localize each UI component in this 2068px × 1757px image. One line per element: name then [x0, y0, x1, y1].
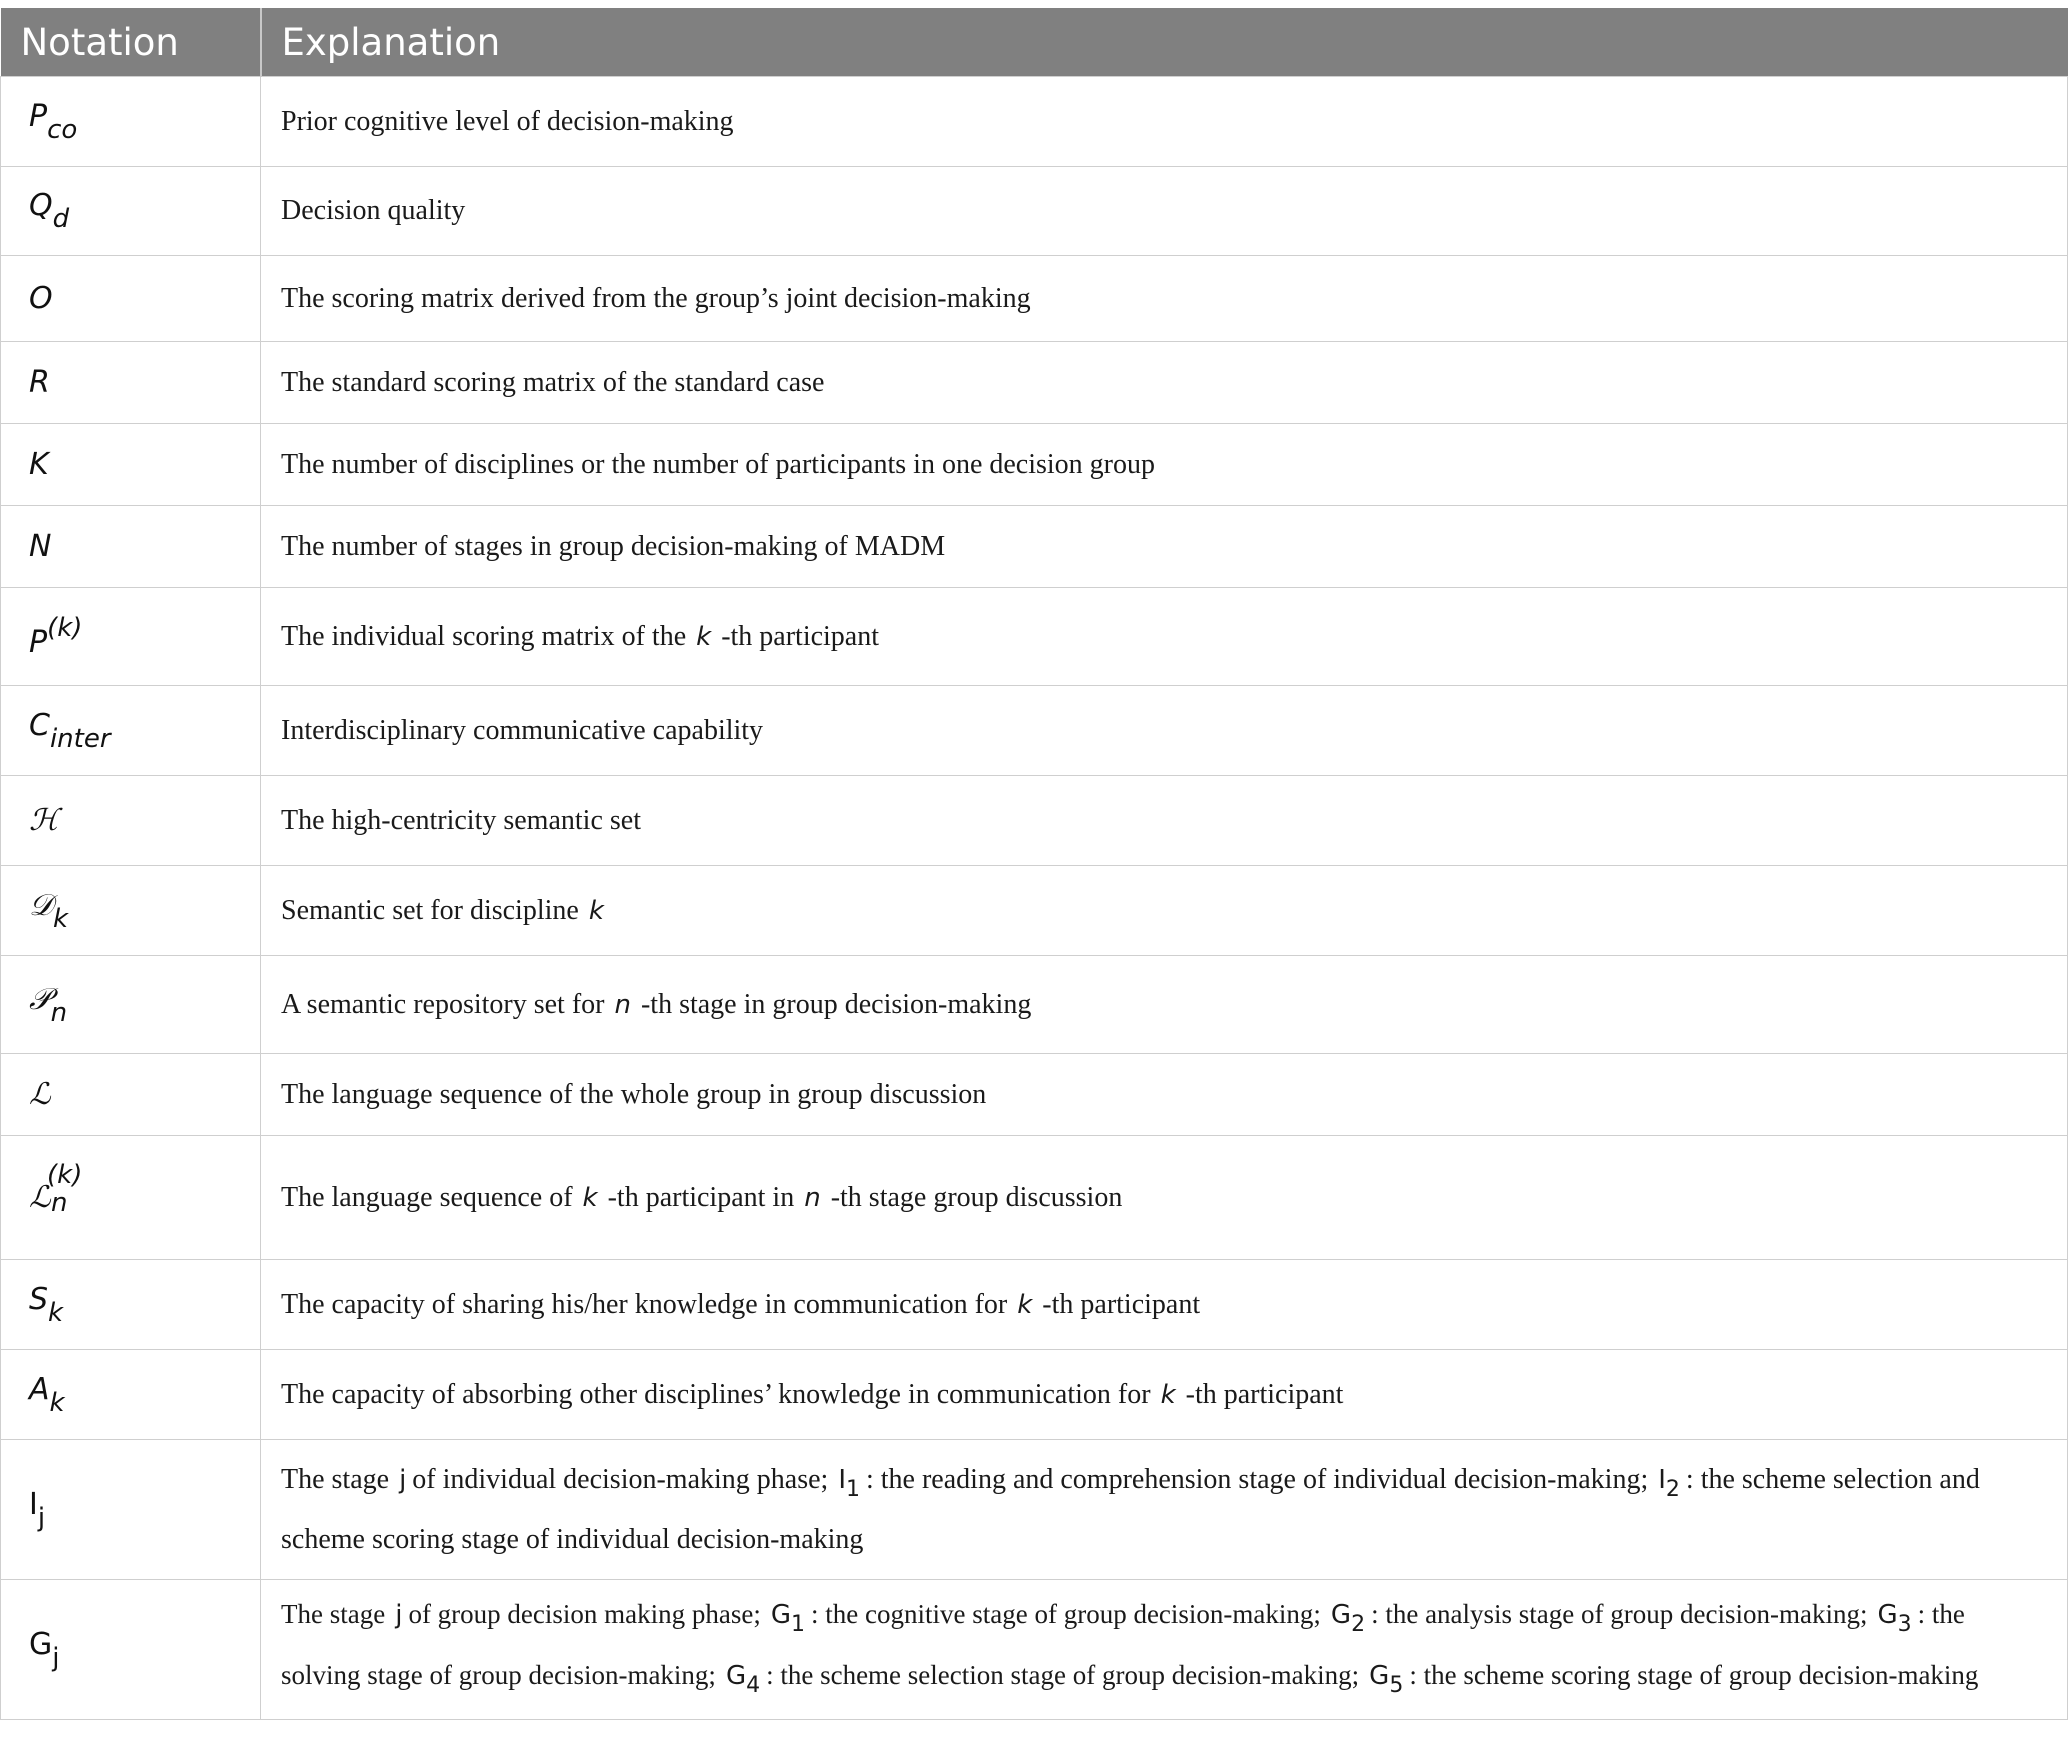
explanation-cell: The high-centricity semantic set: [261, 776, 2068, 866]
notation-cell: K: [1, 424, 261, 506]
table-row: [1, 1350, 2068, 1440]
table-row: [1, 866, 2068, 956]
table-row: [1, 1136, 2068, 1260]
notation-cell: $S_k$: [1, 1260, 261, 1350]
explanation-cell: The language sequence of the whole group in group discussion: [261, 1054, 2068, 1136]
table-row: [1, 1440, 2068, 1580]
explanation-cell: The capacity of sharing his/her knowledge in communication for k -th participant: [261, 1260, 2068, 1350]
table-row: [1, 588, 2068, 686]
header-explanation: Explanation: [261, 8, 2068, 77]
explanation-cell: Semantic set for discipline k: [261, 866, 2068, 956]
explanation-cell: Interdisciplinary communicative capability: [261, 686, 2068, 776]
notation-cell: 𝒟$_k$: [1, 866, 261, 956]
table-row: [1, 1580, 2068, 1720]
explanation-cell: The stage j of individual decision-making phase; $I_1$ : the reading and comprehension stage of individual decision-making; $I_2$ : the scheme selection and scheme scoring stage of individual decision-making: [261, 1440, 2068, 1580]
explanation-cell: The stage j of group decision making phase; $G_1$ : the cognitive stage of group decision-making; $G_2$ : the analysis stage of group decision-making; $G_3$ : the solving stage of group decision-making; $G_4$ : the scheme selection stage of group decision-making; $G_5$ : the scheme scoring stage of group decision-making: [261, 1580, 2068, 1720]
table-row: [1, 1054, 2068, 1136]
table-row: [1, 776, 2068, 866]
notation-cell: $G_j$: [1, 1580, 261, 1720]
notation-cell: 𝒫$_n$: [1, 956, 261, 1054]
table-row: [1, 1260, 2068, 1350]
explanation-cell: Prior cognitive level of decision-making: [261, 77, 2068, 167]
notation-cell: ℋ: [1, 776, 261, 866]
table-row: [1, 686, 2068, 776]
notation-cell: O: [1, 256, 261, 342]
notation-table: [0, 8, 2068, 1720]
notation-cell: $C_{inter}$: [1, 686, 261, 776]
header-notation: Notation: [1, 8, 261, 77]
explanation-cell: The capacity of absorbing other disciplines’ knowledge in communication for k -th participant: [261, 1350, 2068, 1440]
explanation-cell: The scoring matrix derived from the group’s joint decision-making: [261, 256, 2068, 342]
notation-cell: R: [1, 342, 261, 424]
notation-cell: ℒ (k) n: [1, 1136, 261, 1260]
table-row: [1, 77, 2068, 167]
explanation-cell: The standard scoring matrix of the standard case: [261, 342, 2068, 424]
table-row: [1, 956, 2068, 1054]
header-row: [1, 8, 2068, 77]
explanation-cell: Decision quality: [261, 167, 2068, 256]
notation-cell: N: [1, 506, 261, 588]
table-row: [1, 506, 2068, 588]
explanation-cell: The number of disciplines or the number of participants in one decision group: [261, 424, 2068, 506]
notation-cell: $Q_d$: [1, 167, 261, 256]
table-row: [1, 342, 2068, 424]
notation-cell: $A_k$: [1, 1350, 261, 1440]
table-row: [1, 256, 2068, 342]
table-row: [1, 424, 2068, 506]
explanation-cell: A semantic repository set for n -th stage in group decision-making: [261, 956, 2068, 1054]
notation-cell: $P^{(k)}$: [1, 588, 261, 686]
explanation-cell: The number of stages in group decision-making of MADM: [261, 506, 2068, 588]
notation-cell: $I_j$: [1, 1440, 261, 1580]
explanation-cell: The individual scoring matrix of the k -th participant: [261, 588, 2068, 686]
explanation-cell: The language sequence of k -th participant in n -th stage group discussion: [261, 1136, 2068, 1260]
notation-cell: $P_{co}$: [1, 77, 261, 167]
notation-cell: ℒ: [1, 1054, 261, 1136]
table-row: [1, 167, 2068, 256]
